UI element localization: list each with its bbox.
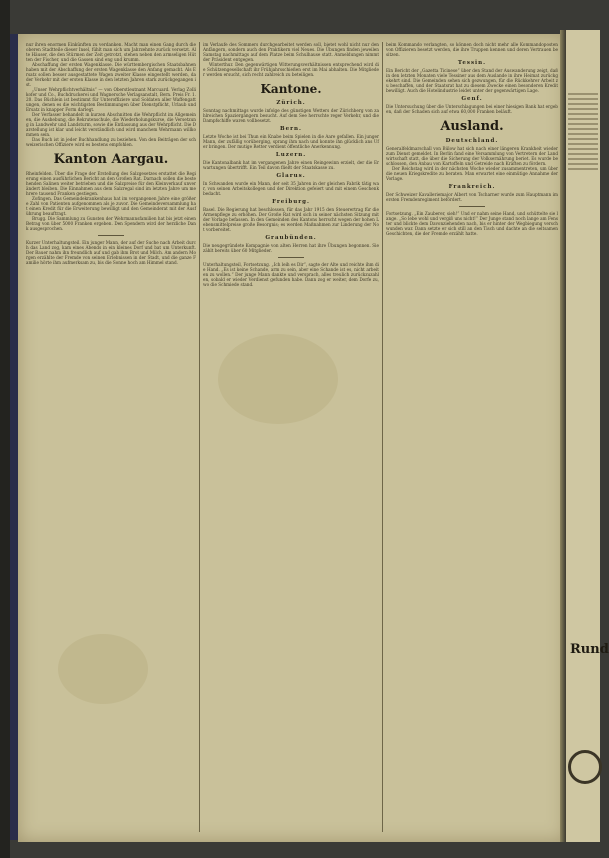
subheading: Frankreich.	[448, 184, 496, 190]
separator	[459, 206, 485, 207]
article-text: Generalfeldmarschall von Bülow hat sich nach einer längeren Krankheit wieder zum Dienst gemeldet. In Berlin fand eine Versammlung von Vertretern der Landwirtschaft statt, die über die Sicherung der Volksernährung beriet. Es wurde beschlossen, den Anbau von Kartoffeln und Getreide nach Kräften zu fördern.	[386, 146, 558, 166]
binding-spine	[10, 34, 18, 840]
column-rule	[382, 42, 383, 832]
article-text: Letzte Woche ist bei Thun ein Knabe beim Spielen in die Aare gefallen. Ein junger Mann, der zufällig vorüberging, sprang ihm nach und konnte ihn glücklich ans Ufer bringen. Der mutige Retter verdient öffentliche Anerkennung.	[203, 134, 379, 149]
article-text: „Unser Wehrpflichtverhältnis“ — von Oberstleutnant Marcuard. Verlag Zollikofer und Co., Buchdruckerei und Wagnersche Verlagsanstalt, Bern. Preis Fr. 1.20. Das Büchlein ist bestimmt für Unteroffiziere und Soldaten aller Waffengattungen, denen es die wichtigsten Bestimmungen über Dienstpflicht, Urlaub und Ersatz in knapper Form darlegt.	[26, 87, 197, 112]
wheel-illustration-icon	[568, 750, 602, 784]
feuilleton-text: Kurzer Unterhaltungsteil. Ein junger Mann, der auf der Suche nach Arbeit durch das Land zog, kam eines Abends in ein kleines Dorf und bat um Unterkunft. Der Bauer nahm ihn freundlich auf und gab ihm Brot und Milch. Am andern Morgen erzählte der Fremde von seinen Erlebnissen in der Stadt, und die ganze Familie hörte ihm aufmerksam zu, bis die Sonne hoch am Himmel stand.	[26, 240, 196, 265]
subheading: Tessin.	[457, 60, 487, 66]
feuilleton-text: Fortsetzung. „Ein Zauberer, sieh!“ Und er nahm seine Hand, und schüttelte sie lange. „So lebe wohl und vergiß uns nicht!“ Der Junge stand noch lange am Fenster und blickte dem Davonziehenden nach, bis er hinter der Wegbiegung verschwunden war. Dann setzte er sich still an den Tisch und dachte an die seltsamen Geschichten, die der Fremde erzählt hatte.	[386, 211, 558, 236]
article-text: nur ihren enormen Einkünften zu verdanken. Macht man einen Gang durch die oberen Stadtteile dieser Insel, fühlt man sich um Jahrzehnte zurück versetzt. Alte Häuser, die den Stürmen der Zeit getrotzt, stehen neben den armseligen Hütten der Fischer, und die Gassen sind eng und krumm.	[26, 42, 196, 62]
article-text: In Schwanden wurde ein Mann, der seit 35 Jahren in der gleichen Fabrik tätig war, von seinen Arbeitskollegen und der Direktion gefeiert und mit einem Geschenk bedacht.	[203, 181, 379, 196]
article-text: Die Untersuchung über die Unterschlagungen bei einer hiesigen Bank hat ergeben, daß der Schaden sich auf etwa 60,000 Franken beläuft.	[386, 104, 558, 114]
adjacent-page-text-lines	[568, 90, 598, 173]
scan-background-left	[0, 0, 10, 858]
article-text: Brugg. Die Sammlung zu Gunsten der Wehrmannsfamilien hat bis jetzt einen Betrag von über 5000 Franken ergeben. Den Spendern wird der herzliche Dank ausgesprochen.	[26, 216, 196, 231]
article-text: Winterthur. Den gegenwärtigen Witterungsverhältnissen entsprechend wird die Schützengesellschaft ihr Frühjahrsschießen erst im Mai abhalten. Die Mitglieder werden ersucht, sich recht zahlreich zu beteiligen.	[203, 62, 379, 77]
subheading: Genf.	[461, 96, 483, 102]
separator	[98, 235, 124, 236]
subheading: Zürich.	[276, 100, 306, 106]
section-heading-ausland: Ausland.	[440, 119, 504, 134]
adjacent-page	[566, 30, 609, 842]
adjacent-page-heading: Rund	[570, 642, 609, 657]
separator	[278, 257, 304, 258]
subheading: Deutschland.	[445, 138, 499, 144]
article-text: Der Schweizer Kavalleriemajor Albert von Tscharner wurde zum Hauptmann im ersten Fremdenregiment befördert.	[386, 192, 558, 202]
article-text: Der Verfasser behandelt in kurzen Abschnitten die Wehrpflicht im Allgemeinen, die Aushebung, die Rekrutenschule, die Wiederholungskurse, die Versetzung in Landwehr und Landsturm, sowie die Entlassung aus der Wehrpflicht. Die Darstellung ist klar und leicht verständlich und wird manchem Wehrmann willkommen sein.	[26, 112, 196, 137]
article-text: Basel. Die Regierung hat beschlossen, für das Jahr 1915 den Steuerertrag für die Armenpflege zu erhöhen. Der Große Rat wird sich in seiner nächsten Sitzung mit der Vorlage befassen. In den Gemeinden des Kantons herrscht wegen der hohen Lebensmittelpreise große Besorgnis; es werden Maßnahmen zur Linderung der Not vorbereitet.	[203, 207, 379, 232]
article-text: Sonntag nachmittags wurde infolge des günstigen Wetters der Zürichberg von zahlreichen Spaziergängern besucht. Auf dem See herrschte reger Verkehr, und die Dampfschiffe waren vollbesetzt.	[203, 108, 379, 123]
article-text: im Verlaufe des Sommers durchgearbeitet werden soll, bietet wohl nicht nur den Anfängern, sondern auch den Praktikern viel Neues. Die Übungen finden jeweilen Samstag nachmittags auf dem Platze beim Schulhause statt. Anmeldungen nimmt der Präsident entgegen.	[203, 42, 379, 62]
article-text: Rheinfelden. Über die Frage der Erstellung des Salzgesetzes erstattet die Regierung einen ausführlichen Bericht an den Großen Rat. Darnach sollen die bestehenden Salinen weiter betrieben und die Salzpreise für den Kleinverkauf unverändert bleiben. Die Einnahmen aus dem Salzregal sind im letzten Jahre um mehrere tausend Franken gestiegen.	[26, 171, 196, 196]
article-text: Abschaffung der ersten Wagenklasse. Die württembergischen Staatsbahnen haben mit der Abschaffung der ersten Wagenklasse den Anfang gemacht. Als Ersatz sollen besser ausgestattete Wagen zweiter Klasse eingestellt werden, da der Verkehr mit der ersten Klasse in den letzten Jahren stark zurückgegangen ist.	[26, 62, 196, 87]
subheading: Bern.	[280, 126, 302, 132]
column-3	[386, 42, 558, 832]
article-text: Die Kantonalbank hat im vergangenen Jahre einen Reingewinn erzielt, der die Erwartungen übertrifft. Ein Teil davon fließt der Staatskasse zu.	[203, 160, 379, 170]
section-heading-kanton-aargau: Kanton Aargau.	[53, 152, 169, 167]
feuilleton-text: Unterhaltungsteil, Fortsetzung. „Ich leih es Dir“, sagte der Alte und reichte ihm die Hand. „Es ist keine Schande, arm zu sein, aber eine Schande ist es, nicht arbeiten zu wollen.“ Der junge Mann dankte und versprach, alles treulich zurückzuzahlen, sobald er wieder Verdienst gefunden habe. Dann zog er weiter, dem Dorfe zu, wo die Schmiede stand.	[203, 262, 379, 287]
subheading: Freiburg.	[272, 199, 310, 205]
article-text: Der Reichstag wird in der nächsten Woche wieder zusammentreten, um über die neuen Kriegskredite zu beraten. Man erwartet eine einmütige Annahme der Vorlage.	[386, 166, 558, 181]
column-1	[26, 42, 196, 832]
article-text: Das Buch ist in jeder Buchhandlung zu beziehen. Von den Beiträgen der schweizerischen Offiziere wird es bestens empfohlen.	[26, 137, 196, 147]
article-text: Die neugegründete Kompagnie von alten Herren hat ihre Übungen begonnen. Sie zählt bereits über 60 Mitglieder.	[203, 243, 379, 253]
article-text: Zofingen. Das Gemeindekrankenhaus hat im vergangenen Jahre eine größere Zahl von Patienten aufgenommen als je zuvor. Die Gemeindeversammlung hat einen Kredit für die Erweiterung bewilligt und den Gemeinderat mit der Ausführung beauftragt.	[26, 196, 196, 216]
subheading: Luzern.	[275, 152, 307, 158]
column-2	[203, 42, 379, 832]
subheading: Graubünden.	[265, 235, 317, 241]
newspaper-page	[18, 34, 566, 842]
article-text: beim Kommando verlangten, so können doch nicht mehr alle Kommandoposten von Offizieren besetzt werden, die ihre Truppen kennen und deren Vertrauen besitzen.	[386, 42, 558, 57]
section-heading-kantone: Kantone.	[260, 82, 322, 96]
column-rule	[199, 42, 200, 832]
subheading: Glarus.	[276, 173, 306, 179]
article-text: Ein Bericht der „Gazetta Ticinese“ über den Stand der Auswanderung zeigt, daß in den letzten Monaten viele Tessiner aus dem Auslande in ihre Heimat zurückgekehrt sind. Die Gemeinden sehen sich gezwungen, für die Rückkehrer Arbeit zu beschaffen, und der Staatsrat hat zu diesem Zwecke einen besonderen Kredit bewilligt. Auch die Hotelindustrie leidet unter der gegenwärtigen Lage.	[386, 68, 558, 93]
